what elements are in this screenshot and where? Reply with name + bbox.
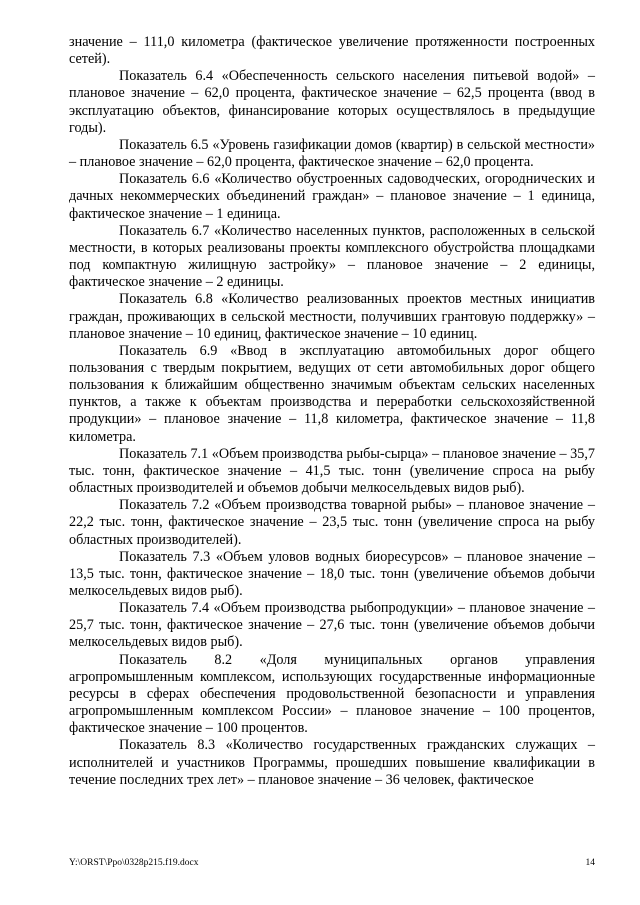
paragraph-indicator-6-6: Показатель 6.6 «Количество обустроенных садоводческих, огороднических и дачных некоммерческих объединений граждан» – плановое значение – 1 единица, фактическое значение – 1 единица. [69,171,595,222]
paragraph-indicator-7-2: Показатель 7.2 «Объем производства товарной рыбы» – плановое значение – 22,2 тыс. тонн, фактическое значение – 23,5 тыс. тонн (увеличение спроса на рыбу областных производителей). [69,497,595,548]
document-body [69,34,595,789]
paragraph-indicator-8-3: Показатель 8.3 «Количество государственных гражданских служащих – исполнителей и участников Программы, прошедших повышение квалификации в течение последних трех лет» – плановое значение – 36 человек, фактическое [69,737,595,788]
footer-file-path: Y:\ORST\Ppo\0328p215.f19.docx [69,858,199,868]
paragraph-indicator-6-7: Показатель 6.7 «Количество населенных пунктов, расположенных в сельской местности, в которых реализованы проекты комплексного обустройства площадками под компактную жилищную застройку» – плановое значение – 2 единицы, фактическое значение – 2 единицы. [69,222,595,291]
paragraph-indicator-6-9: Показатель 6.9 «Ввод в эксплуатацию автомобильных дорог общего пользования с твердым покрытием, ведущих от сети автомобильных дорог общего пользования к ближайшим общественно значимым объектам сельских населенных пунктов, а также к объектам производства и переработки сельскохозяйственной продукции» – плановое значение – 11,8 километра, фактическое значение – 11,8 километра. [69,342,595,445]
paragraph-indicator-7-1: Показатель 7.1 «Объем производства рыбы-сырца» – плановое значение – 35,7 тыс. тонн, фактическое значение – 41,5 тыс. тонн (увеличение спроса на рыбу областных производителей и объемов добычи мелкосельдевых видов рыб). [69,445,595,497]
paragraph-indicator-6-4: Показатель 6.4 «Обеспеченность сельского населения питьевой водой» – плановое значение – 62,0 процента, фактическое значение – 62,5 процента (ввод в эксплуатацию объектов, финансирование которых осуществлялось в предыдущие годы). [69,68,595,136]
paragraph-indicator-6-5: Показатель 6.5 «Уровень газификации домов (квартир) в сельской местности» – плановое значение – 62,0 процента, фактическое значение – 62,0 процента. [69,136,595,171]
paragraph-indicator-6-8: Показатель 6.8 «Количество реализованных проектов местных инициатив граждан, проживающих в сельской местности, получивших грантовую поддержку» – плановое значение – 10 единиц, фактическое значение – 10 единиц. [69,291,595,342]
paragraph-continuation: значение – 111,0 километра (фактическое увеличение протяженности построенных сетей). [69,34,595,68]
paragraph-indicator-7-3: Показатель 7.3 «Объем уловов водных биоресурсов» – плановое значение – 13,5 тыс. тонн, фактическое значение – 18,0 тыс. тонн (увеличение объемов добычи мелкосельдевых видов рыб). [69,548,595,599]
paragraph-indicator-7-4: Показатель 7.4 «Объем производства рыбопродукции» – плановое значение – 25,7 тыс. тонн, фактическое значение – 27,6 тыс. тонн (увеличение объемов добычи мелкосельдевых видов рыб). [69,600,595,651]
paragraph-indicator-8-2: Показатель 8.2 «Доля муниципальных органов управления агропромышленным комплексом, использующих государственные информационные ресурсы в сферах обеспечения продовольственной безопасности и управления агропромышленным комплексом России» – плановое значение – 100 процентов, фактическое значение – 100 процентов. [69,651,595,737]
footer-page-number: 14 [585,858,595,868]
